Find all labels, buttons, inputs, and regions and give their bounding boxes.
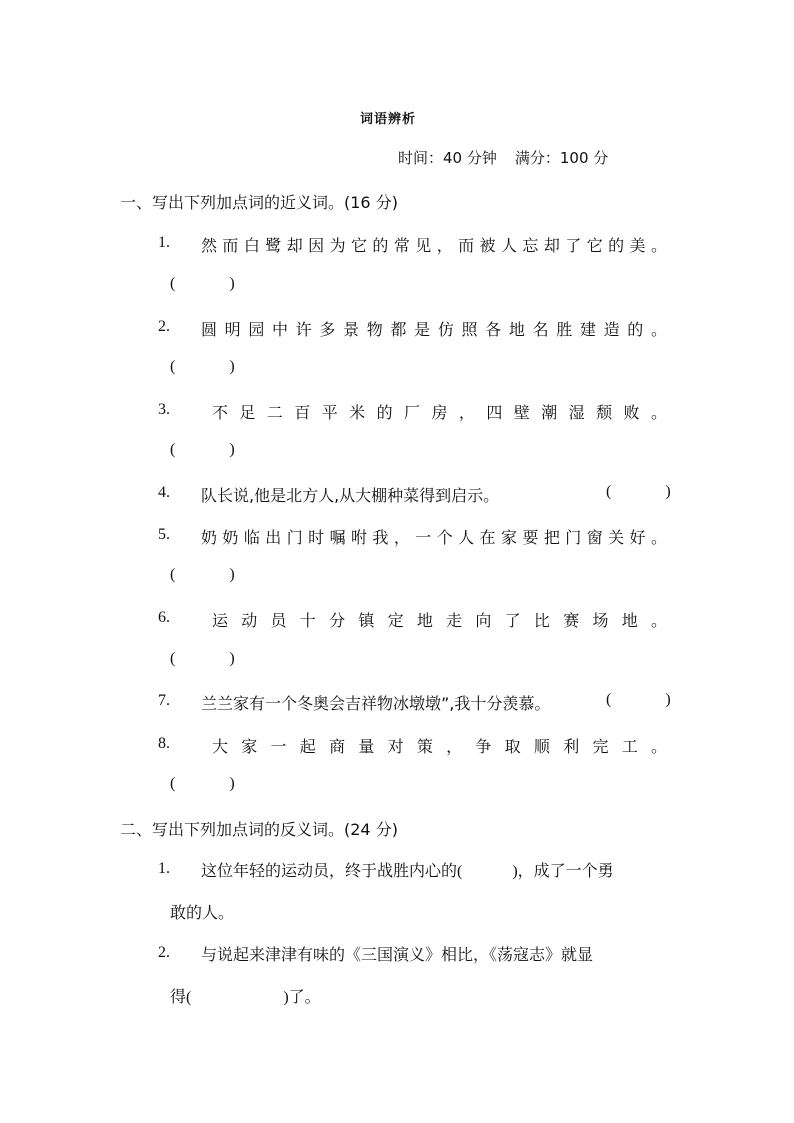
answer-blank[interactable]: ( ) (457, 863, 518, 880)
question-text: 然而白鹭却因为它的常见，而被人忘却了它的美。 (201, 236, 667, 255)
question-number: 2. (158, 944, 170, 961)
question-number: 6. (158, 609, 170, 626)
question-number: 2. (158, 318, 170, 335)
question-number: 3. (158, 401, 170, 418)
question-number: 4. (158, 484, 170, 501)
answer-blank[interactable]: ( ) (170, 775, 235, 792)
answer-blank[interactable]: ( ) (170, 566, 235, 583)
question-number: 7. (158, 692, 170, 709)
answer-blank[interactable]: ( ) (170, 441, 235, 458)
question-text: 兰兰家有一个冬奥会吉祥物冰墩墩”,我十分羡慕。 (201, 694, 551, 713)
time-limit: 时间：40 分钟 (398, 149, 497, 167)
answer-blank[interactable]: ( ) (606, 483, 671, 500)
question-continuation: 得( )了。 (170, 987, 321, 1006)
question-number: 1. (158, 860, 170, 877)
full-score: 满分：100 分 (514, 149, 609, 167)
question-text: 运动员十分镇定地走向了比赛场地。 (212, 611, 667, 630)
question-text: 大家一起商量对策，争取顺利完工。 (212, 737, 667, 756)
page-title: 词语辨析 (360, 112, 417, 127)
answer-blank[interactable]: ( ) (170, 650, 235, 667)
question-text: 不足二百平米的厂房，四壁潮湿颓败。 (212, 403, 667, 422)
section-2-heading: 二、写出下列加点词的反义词。(24 分) (120, 820, 398, 839)
answer-blank[interactable]: ( ) (186, 989, 289, 1006)
exam-meta (398, 147, 608, 168)
answer-blank[interactable]: ( ) (170, 358, 235, 375)
answer-blank[interactable]: ( ) (606, 691, 671, 708)
question-number: 8. (158, 735, 170, 752)
question-text: 与说起来津津有味的《三国演义》相比，《荡寇志》就显 (201, 945, 594, 964)
question-text: 奶奶临出门时嘱咐我，一个人在家要把门窗关好。 (201, 528, 667, 547)
question-text: 这位年轻的运动员，终于战胜内心的( )，成了一个勇 (201, 861, 614, 880)
section-1-heading: 一、写出下列加点词的近义词。(16 分) (120, 193, 398, 212)
question-continuation: 敢的人。 (170, 903, 235, 922)
question-text: 圆明园中许多景物都是仿照各地名胜建造的。 (201, 320, 667, 339)
answer-blank[interactable]: ( ) (170, 275, 235, 292)
question-number: 5. (158, 526, 170, 543)
question-number: 1. (158, 234, 170, 251)
question-text: 队长说,他是北方人,从大棚种菜得到启示。 (201, 486, 500, 505)
